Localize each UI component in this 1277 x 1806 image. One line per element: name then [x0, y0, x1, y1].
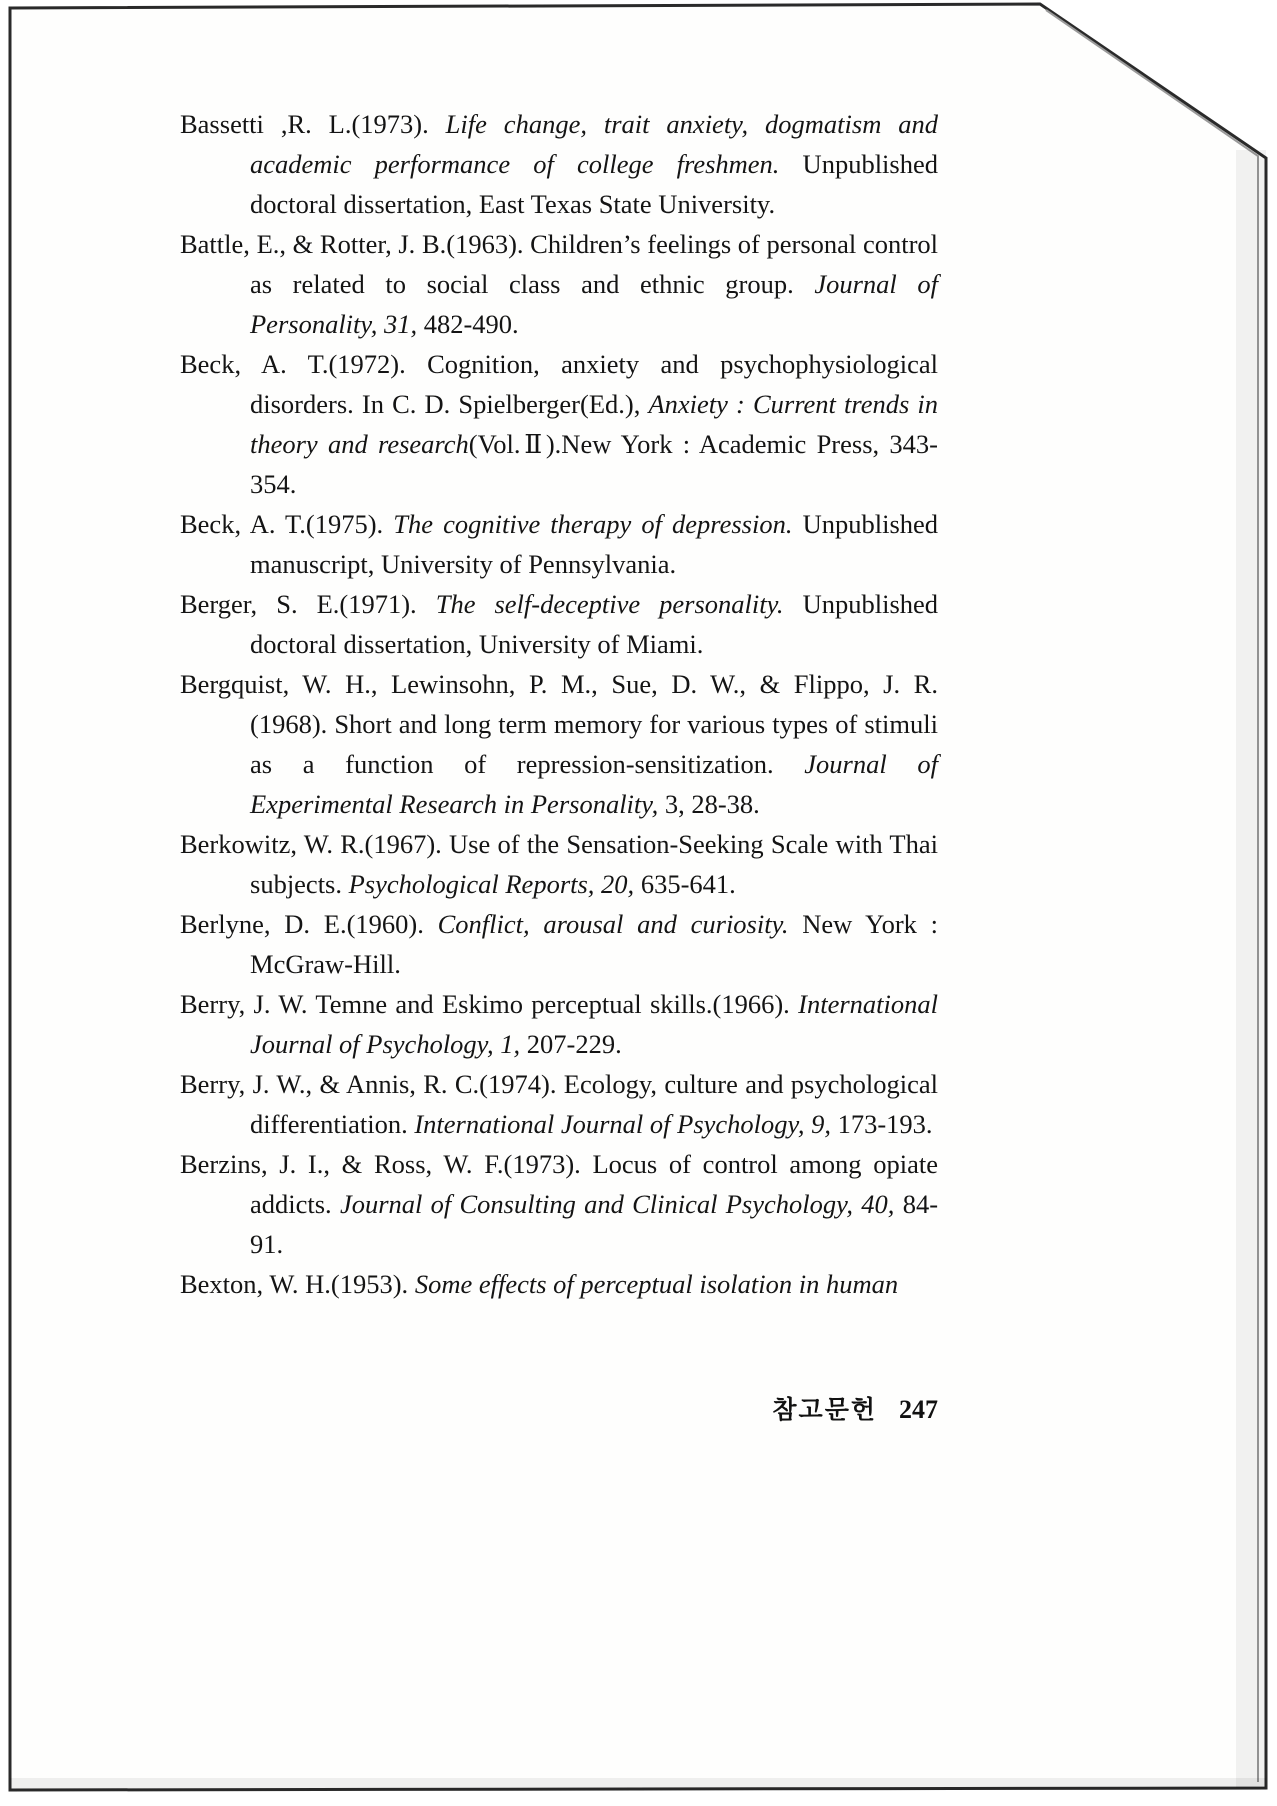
- reference-entry: [180, 104, 938, 224]
- reference-entry: [180, 224, 938, 344]
- reference-entry: [180, 1264, 938, 1304]
- reference-text-roman: 3, 28-38.: [658, 789, 760, 819]
- reference-text-roman: Berkowitz, W. R.(1967). Use of the Sensation-Seeking Scale with Thai subjects.: [180, 829, 938, 899]
- page-footer: [180, 1390, 938, 1426]
- reference-text-roman: Beck, A. T.(1972). Cognition, anxiety and psychophysiological disorders. In C. D. Spielberger(Ed.),: [180, 349, 938, 419]
- footer-page-number: 247: [899, 1395, 938, 1424]
- footer-section-label: 참고문헌: [772, 1395, 877, 1424]
- reference-entry: [180, 1144, 938, 1264]
- reference-text-roman: Battle, E., & Rotter, J. B.(1963). Children’s feelings of personal control as related to social class and ethnic group.: [180, 229, 938, 299]
- reference-list: [180, 104, 938, 1304]
- reference-text-italic: The self-deceptive personality.: [435, 589, 784, 619]
- reference-text-italic: The cognitive therapy of depression.: [393, 509, 793, 539]
- reference-text-italic: Anxiety : Current trends in theory and research: [250, 389, 938, 459]
- reference-text-italic: Conflict, arousal and curiosity.: [437, 909, 789, 939]
- reference-text-italic: Journal of Personality, 31,: [250, 269, 938, 339]
- reference-text-roman: Bassetti ,R. L.(1973).: [180, 109, 446, 139]
- reference-text-roman: Bergquist, W. H., Lewinsohn, P. M., Sue, D. W., & Flippo, J. R. (1968). Short and long term memory for various types of stimuli as a function of repression-sensitization.: [180, 669, 938, 779]
- reference-text-italic: Some effects of perceptual isolation in human: [414, 1269, 899, 1299]
- reference-entry: [180, 664, 938, 824]
- reference-text-roman: Unpublished doctoral dissertation, East Texas State University.: [250, 149, 938, 219]
- reference-text-roman: Berger, S. E.(1971).: [180, 589, 436, 619]
- reference-text-roman: 207-229.: [520, 1029, 622, 1059]
- reference-text-roman: New York : McGraw-Hill.: [250, 909, 938, 979]
- reference-text-italic: Journal of Experimental Research in Personality,: [250, 749, 938, 819]
- reference-text-italic: Psychological Reports, 20,: [348, 869, 635, 899]
- reference-entry: [180, 904, 938, 984]
- reference-entry: [180, 824, 938, 904]
- reference-text-roman: 482-490.: [417, 309, 519, 339]
- reference-text-italic: Journal of Consulting and Clinical Psychology, 40,: [339, 1189, 895, 1219]
- reference-entry: [180, 984, 938, 1064]
- reference-entry: [180, 1064, 938, 1144]
- reference-text-italic: International Journal of Psychology, 9,: [414, 1109, 831, 1139]
- reference-text-roman: Berzins, J. I., & Ross, W. F.(1973). Locus of control among opiate addicts.: [180, 1149, 938, 1219]
- reference-text-roman: (Vol.Ⅱ).New York : Academic Press, 343-354.: [250, 429, 938, 499]
- reference-text-roman: Unpublished manuscript, University of Pennsylvania.: [250, 509, 939, 579]
- reference-text-roman: 635-641.: [634, 869, 736, 899]
- reference-text-roman: Beck, A. T.(1975).: [180, 509, 394, 539]
- reference-text-roman: 84-91.: [250, 1189, 939, 1259]
- reference-text-roman: Berlyne, D. E.(1960).: [180, 909, 438, 939]
- reference-text-italic: Life change, trait anxiety, dogmatism and academic performance of college freshmen.: [250, 109, 938, 179]
- reference-entry: [180, 504, 938, 584]
- reference-text-roman: Unpublished doctoral dissertation, University of Miami.: [250, 589, 939, 659]
- reference-entry: [180, 584, 938, 664]
- reference-text-italic: International Journal of Psychology, 1,: [250, 989, 938, 1059]
- reference-text-roman: 173-193.: [830, 1109, 933, 1139]
- reference-text-roman: Bexton, W. H.(1953).: [180, 1269, 415, 1299]
- reference-text-roman: Berry, J. W. Temne and Eskimo perceptual skills.(1966).: [180, 989, 799, 1019]
- reference-text-roman: Berry, J. W., & Annis, R. C.(1974). Ecology, culture and psychological differentiation.: [180, 1069, 938, 1139]
- reference-entry: [180, 344, 938, 504]
